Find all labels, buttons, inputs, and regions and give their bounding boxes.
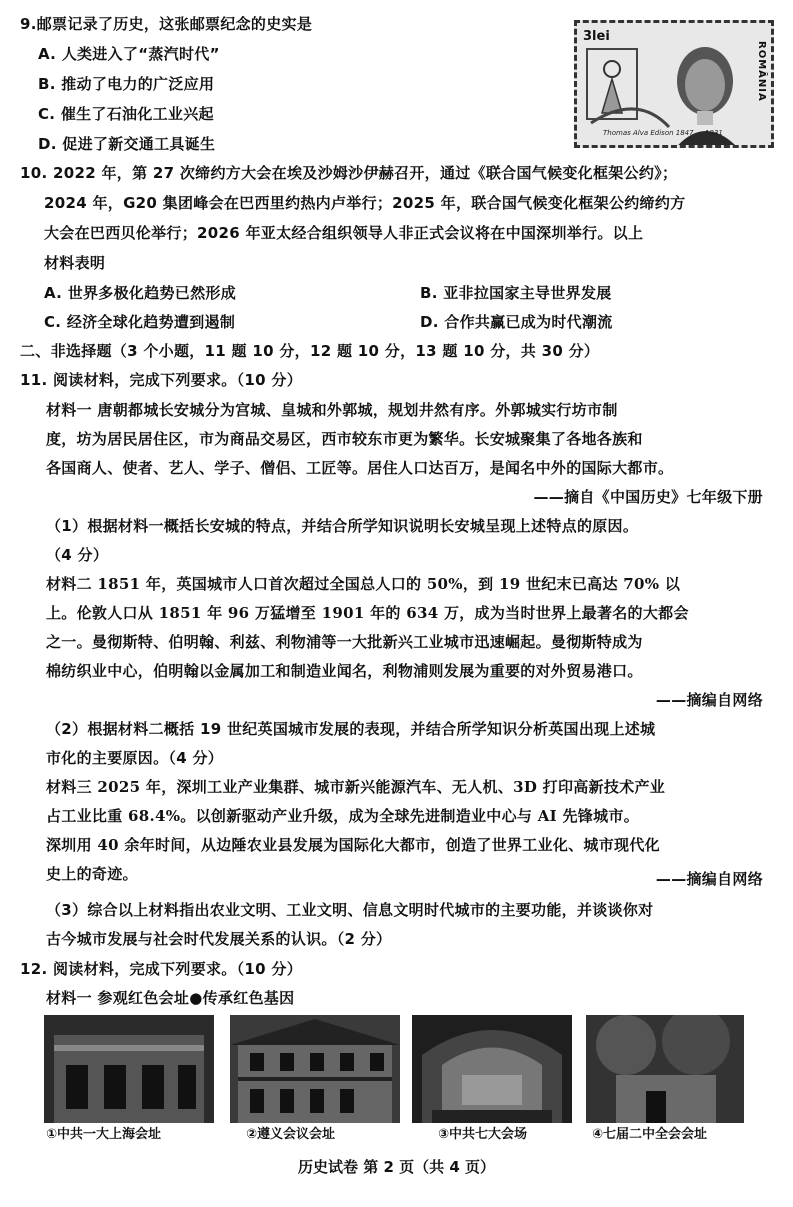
q11-q1-line-1: （1）根据材料一概括长安城的特点，并结合所学知识说明长安城呈现上述特点的原因。: [46, 517, 639, 535]
congress-hall-image: [412, 1015, 572, 1123]
edison-stamp: [574, 20, 774, 148]
q11-material3-line-2: 占工业比重 68.4%。以创新驱动产业升级，成为全球先进制造业中心与 AI 先锋城市。: [46, 807, 640, 825]
q10-stem-line-4: 材料表明: [44, 254, 106, 272]
q11-q2-line-1: （2）根据材料二概括 19 世纪英国城市发展的表现，并结合所学知识分析英国出现上述城: [46, 720, 656, 738]
q10-option-d: D. 合作共赢已成为时代潮流: [420, 313, 613, 331]
q9-option-b: B. 推动了电力的广泛应用: [38, 75, 215, 93]
q11-q1-line-2: （4 分）: [46, 546, 109, 564]
q11-material2-line-3: 之一。曼彻斯特、伯明翰、利兹、利物浦等一大批新兴工业城市迅速崛起。曼彻斯特成为: [46, 633, 643, 651]
q10-stem-line-1: 10. 2022 年，第 27 次缔约方大会在埃及沙姆沙伊赫召开，通过《联合国气候变化框架公约》；: [20, 164, 678, 182]
q11-material3-source: ——摘编自网络: [655, 870, 763, 888]
q11-material1-source: ——摘自《中国历史》七年级下册: [533, 488, 763, 506]
q11-q3-line-1: （3）综合以上材料指出农业文明、工业文明、信息文明时代城市的主要功能，并谈谈你对: [46, 901, 654, 919]
photo-zunyi-site: [230, 1015, 400, 1123]
q11-material2-source: ——摘编自网络: [655, 691, 763, 709]
q11-material2-line-1: 材料二 1851 年，英国城市人口首次超过全国总人口的 50%，到 19 世纪末已高达 70% 以: [46, 575, 681, 593]
q11-material1-line-3: 各国商人、使者、艺人、学子、僧侣、工匠等。居住人口达百万，是闻名中外的国际大都市。: [46, 459, 674, 477]
q9-option-a: A. 人类进入了“蒸汽时代”: [38, 45, 220, 63]
q12-title: 12. 阅读材料，完成下列要求。（10 分）: [20, 960, 302, 978]
stamp-country: ROMÂNIA: [756, 41, 767, 102]
q9-stem: 9.邮票记录了历史，这张邮票纪念的史实是: [20, 15, 313, 33]
plenary-site-image: [586, 1015, 744, 1123]
q11-q3-line-2: 古今城市发展与社会时代发展关系的认识。（2 分）: [46, 930, 392, 948]
caption-seventh-congress: ③中共七大会场: [438, 1127, 528, 1142]
photo-shanghai-site: [44, 1015, 214, 1123]
q11-material3-line-1: 材料三 2025 年，深圳工业产业集群、城市新兴能源汽车、无人机、3D 打印高新技术产业: [46, 778, 666, 796]
caption-zunyi: ②遵义会议会址: [246, 1127, 336, 1142]
q11-material2-line-4: 棉纺织业中心，伯明翰以金属加工和制造业闻名，利物浦则发展为重要的对外贸易港口。: [46, 662, 643, 680]
photo-second-plenary-site: [586, 1015, 744, 1123]
q11-material3-line-3: 深圳用 40 余年时间，从边陲农业县发展为国际化大都市，创造了世界工业化、城市现代化: [46, 836, 660, 854]
q11-material1-line-1: 材料一 唐朝都城长安城分为宫城、皇城和外郭城，规划井然有序。外郭城实行坊市制: [46, 401, 618, 419]
q9-option-c: C. 催生了石油化工业兴起: [38, 105, 214, 123]
stamp-caption: Thomas Alva Edison 1847 — 1931: [603, 129, 723, 137]
caption-second-plenary: ④七届二中全会会址: [592, 1127, 708, 1142]
shanghai-building-image: [44, 1015, 214, 1123]
q10-option-c: C. 经济全球化趋势遭到遏制: [44, 313, 236, 331]
section2-heading: 二、非选择题（3 个小题，11 题 10 分，12 题 10 分，13 题 10 分，共 30 分）: [20, 342, 600, 360]
page-footer: 历史试卷 第 2 页（共 4 页）: [298, 1158, 495, 1176]
caption-shanghai: ①中共一大上海会址: [46, 1127, 162, 1142]
zunyi-building-image: [230, 1015, 400, 1123]
q11-title: 11. 阅读材料，完成下列要求。（10 分）: [20, 371, 302, 389]
q10-stem-line-2: 2024 年，G20 集团峰会在巴西里约热内卢举行；2025 年，联合国气候变化框架公约缔约方: [44, 194, 686, 212]
q11-material3-line-4: 史上的奇迹。: [46, 865, 138, 883]
q9-option-d: D. 促进了新交通工具诞生: [38, 135, 216, 153]
q11-q2-line-2: 市化的主要原因。（4 分）: [46, 749, 224, 767]
photo-seventh-congress-hall: [412, 1015, 572, 1123]
q10-option-b: B. 亚非拉国家主导世界发展: [420, 284, 612, 302]
q10-option-a: A. 世界多极化趋势已然形成: [44, 284, 237, 302]
q10-stem-line-3: 大会在巴西贝伦举行；2026 年亚太经合组织领导人非正式会议将在中国深圳举行。以上: [44, 224, 644, 242]
q12-material1-heading: 材料一 参观红色会址●传承红色基因: [46, 989, 295, 1007]
q11-material2-line-2: 上。伦敦人口从 1851 年 96 万猛增至 1901 年的 634 万，成为当时世界上最著名的大都会: [46, 604, 689, 622]
stamp-denomination: 3lei: [583, 29, 610, 44]
q11-material1-line-2: 度，坊为居民居住区，市为商品交易区，西市较东市更为繁华。长安城聚集了各地各族和: [46, 430, 643, 448]
